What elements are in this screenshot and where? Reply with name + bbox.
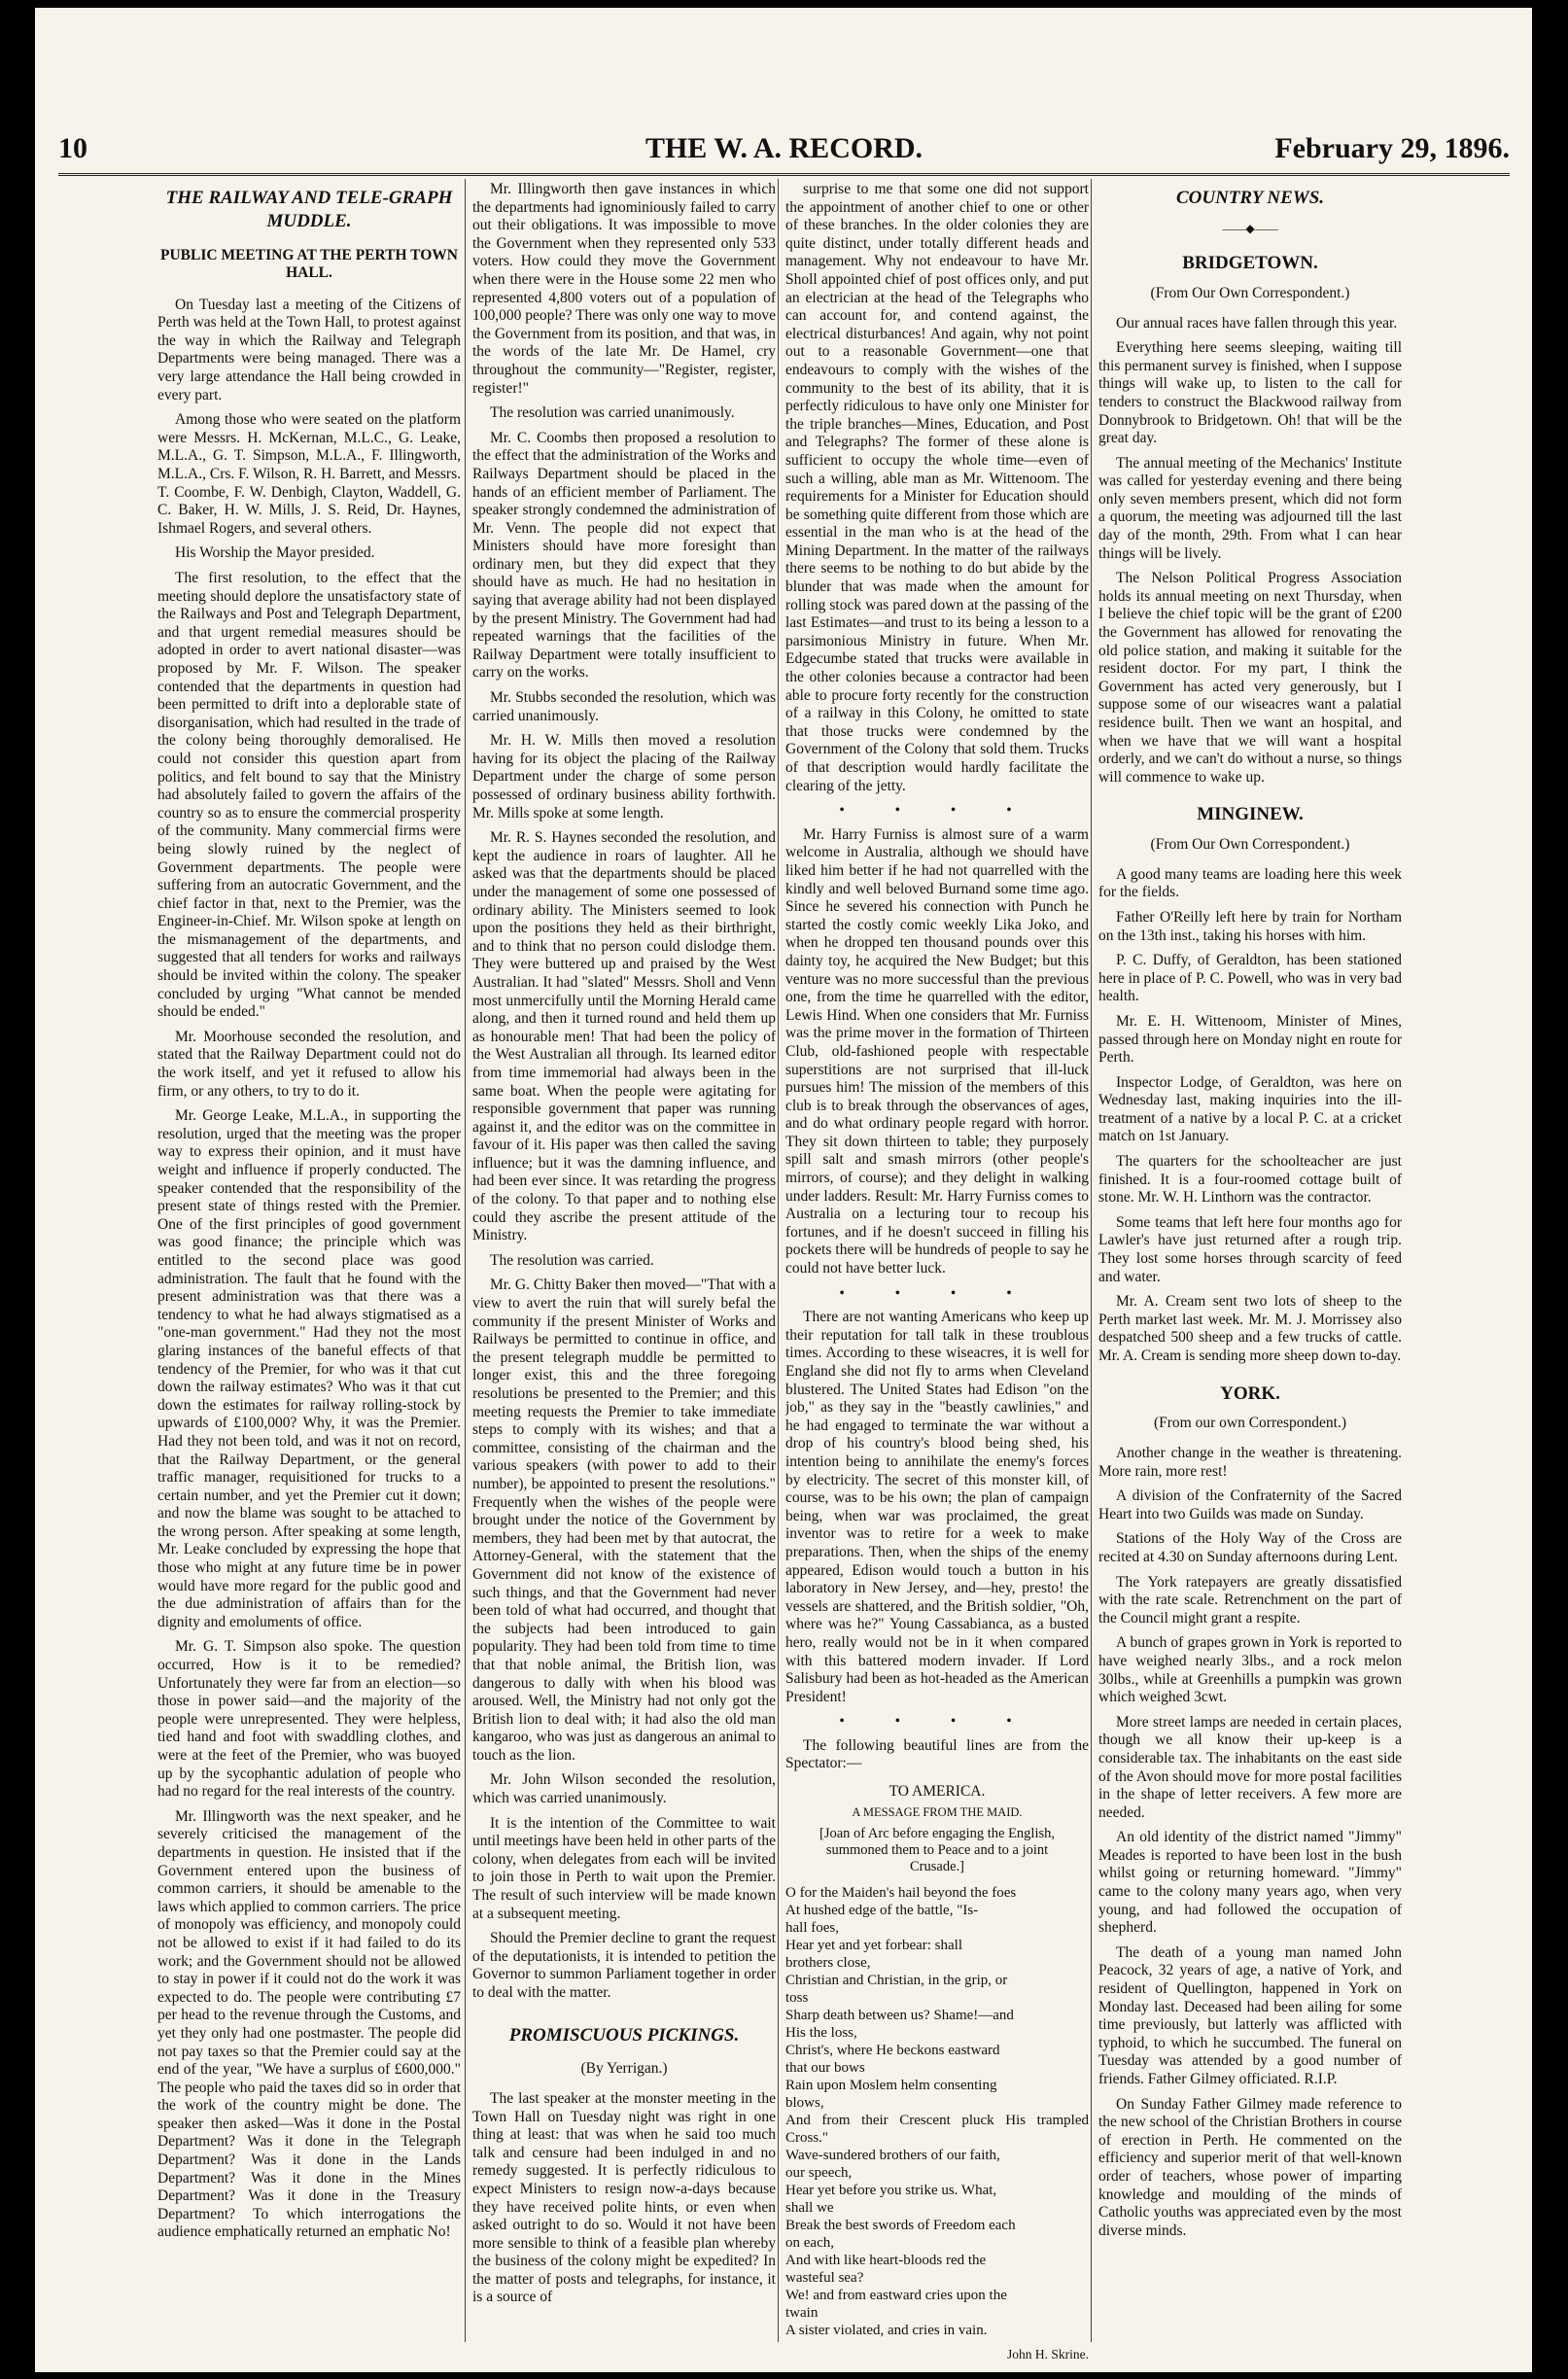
column-1 <box>157 181 461 2249</box>
paragraph: Mr. H. W. Mills then moved a resolution having for its object the placing of the Railway Department under the charge of some person possessed of ordinary business ability forthwith. Mr. Mills spoke at some length. <box>472 732 776 822</box>
paragraph: Mr. Illingworth was the next speaker, and he severely criticised the management of the departments in question. He insisted that if the Government entered upon the business of common carriers, it should be amenable to the laws which applied to common carriers. The price of monopoly was efficiency, and monopoly could not be allowed to exist if it had failed to do its work; and the Government should not be allowed to stay in power if it could not do the work it was expected to do. The people were contributing £7 per head to the revenue through the Customs, and yet they only had one postmaster. The people did not pay taxes so that the Premier could say at the end of the year, "We have a surplus of £600,000." The people who paid the taxes did so in order that the work of the country might be done. The speaker then asked—Was it done in the Postal Department? Was it done in the Telegraph Department? Was it done in the Lands Department? Was it done in the Mines Department? Was it done in the Treasury Department? To which interrogations the audience emphatically returned an emphatic No! <box>157 1807 461 2241</box>
poem-title: TO AMERICA. <box>889 1783 986 1801</box>
paragraph: Mr. A. Cream sent two lots of sheep to the Perth market last week. Mr. M. J. Morrissey also despatched 500 sheep and a few trucks of cattle. Mr. A. Cream is sending more sheep down to-day. <box>1098 1293 1402 1365</box>
paragraph: Mr. John Wilson seconded the resolution, which was carried unanimously. <box>472 1771 776 1807</box>
poem-epigraph: [Joan of Arc before engaging the English, summoned them to Peace and to a joint Crusade.] <box>819 1825 1055 1875</box>
article-body <box>785 1309 1089 1706</box>
column-divider <box>1091 179 1092 2342</box>
paragraph: Mr. Stubbs seconded the resolution, which was carried unanimously. <box>472 689 776 724</box>
article-headline: PROMISCUOUS PICKINGS. <box>508 2024 740 2046</box>
issue-date: February 29, 1896. <box>1274 132 1510 164</box>
ornament-divider: ——◆—— <box>1222 221 1278 235</box>
country-news-headline: COUNTRY NEWS. <box>1175 188 1325 208</box>
paragraph: surprise to me that some one did not support the appointment of another chief to one or other of these branches. In the older colonies they are quite distinct, under totally different heads and management. Why not endeavour to have Mr. Sholl appointed chief of post offices only, and put an electrician at the head of the Telegraphs who can account for, and contend against, the electrical disturbances! And again, why not point out to a reasonable Government—one that endeavours to comply with the wishes of the community to the best of its ability, that it is perfectly ridiculous to have only one Minister for the triple branches—Mines, Education, and Post and Telegraphs? The former of these alone is sufficient to occupy the whole time—even of such a willing, able man as Mr. Wittenoom. The requirements for a Minister for Education should be something quite different from those which are essential in the man who is at the head of the Mining Department. In the matter of the railways there seems to be nothing to do but abide by the blunder that was made when the amount for rolling stock was pared down at the passing of the last Estimates—and trust to its being a lesson to a parsimonious Ministry in future. When Mr. Edgecumbe stated that trucks were available in the other colonies because a contractor had been able to procure forty recently for the construction of a railway in this Colony, he omitted to state that those trucks were condemned by the Government of the Colony that sold them. Trucks of that description would hardly facilitate the clearing of the jetty. <box>785 181 1089 794</box>
paragraph: Another change in the weather is threatening. More rain, more rest! <box>1098 1445 1402 1480</box>
masthead <box>58 122 1510 173</box>
paragraph: Everything here seems sleeping, waiting till this permanent survey is finished, when I suppose things will wake up, to listen to the call for tenders to construct the Blackwood railway from Donnybrook to Bridgetown. Oh! that will be the great day. <box>1098 339 1402 447</box>
paragraph: The first resolution, to the effect that the meeting should deplore the unsatisfactory state of the Railways and Post and Telegraph Department, and that urgent remedial measures should be adopted in order to avert national disaster—was proposed by Mr. F. Wilson. The speaker contended that the departments in question had been permitted to drift into a deplorable state of disorganisation, which had resulted in the trade of the colony being thoroughly demoralised. He could not consider this question apart from politics, and felt bound to say that the Ministry had absolutely failed to govern the affairs of the country so as to ensure the commercial prosperity of the community. Many commercial firms were being slowly ruined by the neglect of Government departments. The people were suffering from an autocratic Government, and the chief factor in that, next to the Premier, was the Engineer-in-Chief. Mr. Wilson spoke at length on the mismanagement of the departments, and suggested that all tenders for works and railways should be invited within the colony. The speaker concluded by urging "What cannot be mended should be ended." <box>157 570 461 1021</box>
section-separator: • • • • <box>839 802 1035 820</box>
paragraph: More street lamps are needed in certain places, though we all know their up-keep is a considerable tax. The inhabitants on the east side of the Avon should move for more postal facilities in the shape of letter receivers. A few more are needed. <box>1098 1713 1402 1821</box>
country-news-sections <box>1098 222 1402 2241</box>
column-divider <box>465 179 466 2342</box>
paragraph: Mr. Harry Furniss is almost sure of a warm welcome in Australia, although we should have liked him better if he had not quarrelled with the kindly and well beloved Burnand some time ago. Since he severed his connection with Punch he started the costly comic weekly Lika Joko, and when he dropped ten thousand pounds over this dainty toy, he acquired the New Budget; but this venture was no more successful than the previous one, from the time he quarrelled with the editor, Lewis Hind. When one considers that Mr. Furniss was the prime mover in the formation of Thirteen Club, old-fashioned people with respectable superstitions are not surprised that ill-luck pursues him! The mission of the members of this club is to break through the observances of ages, and do what ordinary people regard with horror. They sit down thirteen to table; they purposely spill salt and smash mirrors (other people's mirrors, of course); and they delight in walking under ladders. Result: Mr. Harry Furniss comes to Australia on a lecturing tour to recoup his fortunes, and if he doesn't succeed in filling his pockets there will be hundreds of people to say he could not have better luck. <box>785 825 1089 1277</box>
article-body <box>785 181 1089 795</box>
column-3 <box>785 181 1089 2362</box>
paragraph: An old identity of the district named "Jimmy" Meades is reported to have been lost in the bush whilst going or returning homeward. "Jimmy" came to the colony many years ago, when very young, and had followed the occupation of shepherd. <box>1098 1829 1402 1937</box>
page-number: 10 <box>58 132 87 164</box>
paragraph: The Nelson Political Progress Association holds its annual meeting on next Thursday, when I believe the chief topic will be the grant of £200 the Government has allowed for renovating the old police station, and making it suitable for the resident doctor. For my part, I think the Government has acted very generously, but I suppose some of our wiseacres want a palatial residence built. Then we want an hospital, and when we have that we will want a hospital orderly, and we can't do without a nurse, so things will commence to wake up. <box>1098 570 1402 786</box>
poem-text: O for the Maiden's hail beyond the foes At hushed edge of the battle, "Is- hall foes, Hear yet and yet forbear: shall brothers close, Christian and Christian, in the grip, or toss Sharp death between us? Shame!—and His the loss, Christ's, where He beckons eastward that our bows Rain upon Moslem helm consenting blows, And from their Crescent pluck His trampled Cross." Wave-sundered brothers of our faith, our speech, Hear yet before you strike us. What, shall we Break the best swords of Freedom each on each, And with like heart-bloods red the wasteful sea? We! and from eastward cries upon the twain A sister violated, and cries in vain. <box>785 1884 1089 2338</box>
paragraph: On Tuesday last a meeting of the Citizens of Perth was held at the Town Hall, to protest against the way in which the Railway and Telegraph Departments were being managed. There was a very large attendance the Hall being crowded in every part. <box>157 296 461 403</box>
paragraph: Among those who were seated on the platform were Messrs. H. McKernan, M.L.C., G. Leake, M.L.A., G. T. Simpson, M.L.A., F. Illingworth, M.L.A., Crs. F. Wilson, R. H. Barrett, and Messrs. T. Coombe, F. W. Denbigh, Clayton, Waddell, G. C. Baker, H. W. Mills, J. S. Reid, Dr. Haynes, Ishmael Rogers, and several others. <box>157 411 461 537</box>
paragraph: The last speaker at the monster meeting in the Town Hall on Tuesday night was right in one thing at least: that was when he said too much talk and censure had been indulged in and no remedy suggested. It is perfectly ridiculous to expect Ministers to resign now-a-days because they have received polite hints, or even when asked outright to do so. Would it not have been more sensible to think of a feasible plan whereby the business of the colony might be expedited? In the matter of posts and telegraphs, for instance, it is a source of <box>472 2089 776 2306</box>
paragraph: The York ratepayers are greatly dissatisfied with the rate scale. Retrenchment on the part of the Council might grant a respite. <box>1098 1573 1402 1627</box>
section-title: MINGINEW. <box>1197 804 1304 825</box>
section-title: YORK. <box>1220 1382 1280 1404</box>
poem-subtitle: A MESSAGE FROM THE MAID. <box>852 1804 1023 1819</box>
paragraph: The resolution was carried unanimously. <box>490 404 735 422</box>
poem-signature: John H. Skrine. <box>1007 2346 1089 2362</box>
section-separator: • • • • <box>839 1713 1035 1731</box>
paragraph: On Sunday Father Gilmey made reference to the new school of the Christian Brothers in course of erection in Perth. He commented on the efficiency and superior merit of that well-known order of teachers, whose power of imparting knowledge and moulding of the minds of Catholic youths was appreciated even by the most diverse minds. <box>1098 2095 1402 2239</box>
article-body <box>472 2090 776 2307</box>
article-body <box>472 181 776 2003</box>
article-body <box>785 826 1089 1278</box>
masthead-rule <box>58 173 1510 176</box>
column-2 <box>472 181 776 2314</box>
correspondent-line: (From Our Own Correspondent.) <box>1150 836 1350 854</box>
paragraph: The death of a young man named John Peacock, 32 years of age, a native of York, and resident of Quellington, happened in York on Monday last. Deceased had been ailing for some time previously, but latterly was afflicted with typhoid, to which he succumbed. The funeral on Tuesday was attended by a good number of friends. Father Gilmey officiated. R.I.P. <box>1098 1943 1402 2087</box>
article-byline: (By Yerrigan.) <box>580 2060 668 2078</box>
paragraph: The quarters for the schoolteacher are just finished. It is a four-roomed cottage built of stone. Mr. W. H. Linthorn was the contractor. <box>1098 1153 1402 1207</box>
paragraph: There are not wanting Americans who keep up their reputation for tall talk in these troublous times. According to these wiseacres, it is well for England she did not fly to arms when Cleveland blustered. The United States had Edison "on the job," as they say in the "beastly cawlinies," and he had engaged to terminate the war without a drop of his country's blood being shed, his intention being to annihilate the enemy's forces by electricity. The secret of this monster kill, of course, was to be his own; the plan of campaign being, when war was proclaimed, the great inventor was to retire for a week to make preparations. Then, when the ships of the enemy appeared, Edison would touch a button in his laboratory in New Jersey, and—hey, presto! the vessels are shattered, and the British soldier, "Oh, where was he?" Young Cassabianca, as a busted hero, really would not be in it when compared with this battered modern invader. If Lord Salisbury had been as hot-headed as the American President! <box>785 1309 1089 1705</box>
paragraph: Some teams that left here four months ago for Lawler's have just returned after a rough trip. They lost some horses through scarcity of feed and water. <box>1098 1213 1402 1285</box>
correspondent-line: (From our own Correspondent.) <box>1153 1415 1347 1432</box>
paragraph: Mr. G. Chitty Baker then moved—"That with a view to avert the ruin that will surely befal the community if the present Minister of Works and Railways be permitted to continue in office, and the present telegraph muddle be permitted to longer exist, this and the three foregoing resolutions be presented to the Premier; and this meeting requests the Premier to take immediate steps to comply with its wishes; and that a committee, consisting of the chairman and the various speakers (with power to add to their number), be appointed to present the resolutions." Frequently when the wishes of the people were brought under the notice of the Government by members, they had been met by that autocrat, the Attorney-General, with the statement that the Government did not know of the existence of such things, and that the Government had never been told of what had occurred, and thought that the subjects had been introduced to gain popularity. They had been told from time to time that that noble animal, the British lion, was dangerous to dally with when his blood was aroused. Well, the Ministry had not only got the British lion to deal with; it had also the old man kangaroo, who was just as dangerous an animal to touch as the lion. <box>472 1277 776 1764</box>
article-body <box>157 297 461 2242</box>
column-4 <box>1098 181 1402 2247</box>
paragraph: Stations of the Holy Way of the Cross are recited at 4.30 on Sunday afternoons during Lent. <box>1098 1530 1402 1565</box>
poem-intro: The following beautiful lines are from the Spectator:— <box>785 1736 1089 1772</box>
paragraph: It is the intention of the Committee to wait until meetings have been held in other parts of the colony, when delegates from each will be invited to join those in Perth to wait upon the Premier. The result of such interview will be made known at a subsequent meeting. <box>472 1814 776 1922</box>
paragraph: Mr. C. Coombs then proposed a resolution to the effect that the administration of the Works and Railways Department should be placed in the hands of an efficient member of Parliament. The speaker strongly condemned the administration of Mr. Venn. The people did not expect that Ministers should have more foresight than ordinary men, but they did expect that they should have as much. He had no hesitation in saying that average ability had not been displayed by the present Ministry. The Government had had repeated warnings that the facilities of the Railway Department were totally insufficient to carry on the works. <box>472 429 776 682</box>
paragraph: Mr. G. T. Simpson also spoke. The question occurred, How is it to be remedied? Unfortunately they were far from an election—so those in power said—and the majority of the people were unrepresented. They were helpless, tied hand and foot with swaddling clothes, and were at the feet of the Premier, who was buoyed up by the sycophantic adulation of people who had no regard for the real interests of the country. <box>157 1638 461 1801</box>
paragraph: Mr. R. S. Haynes seconded the resolution, and kept the audience in roars of laughter. All he asked was that the departments should be placed under the management of some one possessed of ordinary ability. The Ministers seemed to look upon the positions they held as their birthright, and to think that no person could dislodge them. They were buttered up and praised by the West Australian. It had "slated" Messrs. Sholl and Venn most unmercifully until the Morning Herald came along, and then it turned round and held them up as honourable men! That had been the policy of the West Australian all through. Its learned editor from time immemorial had always been in the same boat. When the people were agitating for responsible government that paper was running against it, and the editor was on the committee in favour of it. His paper was then called the saving influence; but it was the damning influence, and had been ever since. It was retarding the progress of the colony. To that paper and to nothing else could they ascribe the present attitude of the Ministry. <box>472 829 776 1244</box>
paragraph: Mr. Moorhouse seconded the resolution, and stated that the Railway Department could not do the work itself, and yet it refused to allow his firm, or any others, to try to do it. <box>157 1028 461 1100</box>
article-subhead: PUBLIC MEETING AT THE PERTH TOWN HALL. <box>160 246 458 282</box>
paragraph: Inspector Lodge, of Geraldton, was here on Wednesday last, making inquiries into the ill-treatment of a native by a local P. C. at a cricket match on 1st January. <box>1098 1073 1402 1145</box>
paragraph: The annual meeting of the Mechanics' Institute was called for yesterday evening and there being only seven members present, which did not form a quorum, the meeting was adjourned till the last day of the month, 29th. From what I can hear things will be lively. <box>1098 454 1402 562</box>
paragraph: Mr. Illingworth then gave instances in which the departments had ignominiously failed to carry out their obligations. It was impossible to move the Government when they represented only 533 voters. How could they move the Government when there were in the House some 22 men who represented 4,800 voters out of a population of 100,000 people? There was only one way to move the Government from its position, and that was, in the words of the late Mr. De Hamel, cry throughout the community—"Register, register, register!" <box>472 181 776 397</box>
paragraph: Mr. George Leake, M.L.A., in supporting the resolution, urged that the meeting was the proper way to express their opinion, and it must have weight and influence if properly conducted. The speaker contended that the responsibility of the present state of things rested with the Premier. One of the first principles of good government was good finance; the principle which was entitled to the second place was good administration. The fault that he found with the present administration was that there was a tendency to what he had always stigmatised as a "one-man government." Had they not the most glaring instances of the baneful effects of that tendency of the Premier, for who was it that cut down the railway estimates? Who was it that cut down the estimates for railway rolling-stock by upwards of £100,000? Why, it was the Premier. Had they not been told, and was it not on record, that the Railway Department, or the general traffic manager, requisitioned for trucks to a certain number, and yet the Premier cut it down; and now the blame was sought to be attached to the wrong person. After speaking at some length, Mr. Leake concluded by expressing the hope that those who might at any future time be in power would have more regard for the public good and the due administration of affairs than for the dignity and emoluments of office. <box>157 1107 461 1630</box>
paragraph: Mr. E. H. Wittenoom, Minister of Mines, passed through here on Monday night en route for Perth. <box>1098 1012 1402 1067</box>
publication-title: THE W. A. RECORD. <box>645 132 923 164</box>
article-headline: THE RAILWAY AND TELE-GRAPH MUDDLE. <box>165 188 453 231</box>
paragraph: The resolution was carried. <box>490 1251 654 1269</box>
paragraph: A bunch of grapes grown in York is reported to have weighed nearly 3lbs., and a rock melon 30lbs., while at Greenhills a pumpkin was grown which weighed 3cwt. <box>1098 1634 1402 1706</box>
section-separator: • • • • <box>839 1284 1035 1302</box>
paragraph: His Worship the Mayor presided. <box>175 544 375 562</box>
section-title: BRIDGETOWN. <box>1182 253 1318 274</box>
paragraph: Our annual races have fallen through this year. <box>1116 314 1398 332</box>
column-divider <box>778 179 779 2342</box>
paragraph: Father O'Reilly left here by train for Northam on the 13th inst., taking his horses with him. <box>1098 908 1402 944</box>
paragraph: A good many teams are loading here this week for the fields. <box>1098 865 1402 901</box>
paragraph: A division of the Confraternity of the Sacred Heart into two Guilds was made on Sunday. <box>1098 1487 1402 1522</box>
paragraph: P. C. Duffy, of Geraldton, has been stationed here in place of P. C. Powell, who was in very bad health. <box>1098 952 1402 1005</box>
correspondent-line: (From Our Own Correspondent.) <box>1150 284 1350 301</box>
paragraph: Should the Premier decline to grant the request of the deputationists, it is intended to petition the Governor to summon Parliament together in order to deal with the matter. <box>472 1930 776 2001</box>
